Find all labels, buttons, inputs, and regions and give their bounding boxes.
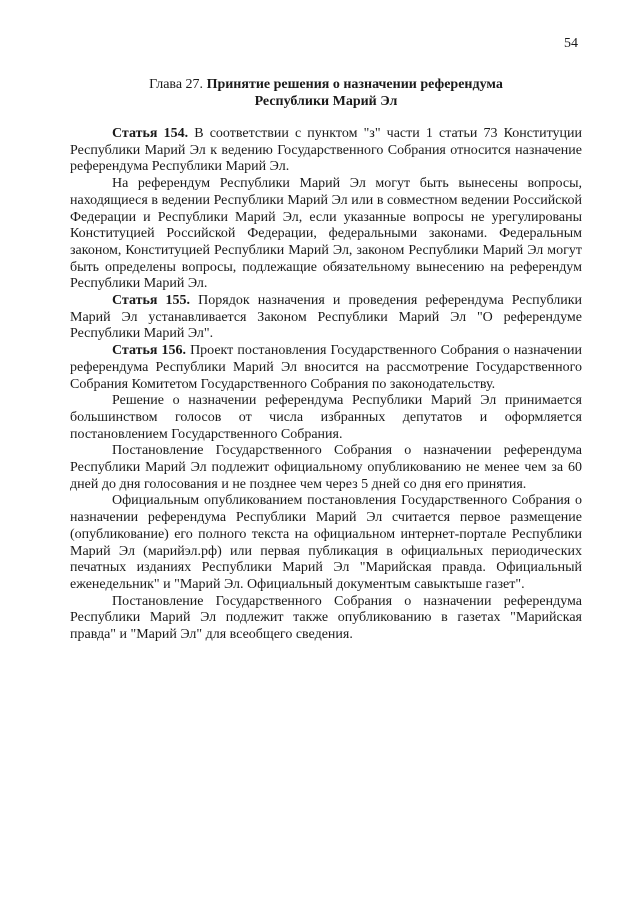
- paragraph-text: Проект постановления Государственного Собрания о назначении референдума Республики Марий Эл вносится на рассмотрение Государственного Собрания Комитетом Государственного Собрания по законодательству.: [70, 343, 582, 392]
- page-number: 54: [564, 36, 578, 51]
- article-number: Статья 156.: [112, 343, 187, 359]
- paragraph: [70, 594, 582, 644]
- paragraph-text: Постановление Государственного Собрания о назначении референдума Республики Марий Эл подлежит также опубликованию в газетах "Марийская правда" и "Марий Эл" для всеобщего сведения.: [70, 593, 582, 643]
- paragraph: [70, 393, 582, 443]
- paragraph-text: Официальным опубликованием постановления Государственного Собрания о назначении референдума Республики Марий Эл считается первое размещение (опубликование) его полного текста на официальном интернет-портале Республики Марий Эл (марийэл.рф) или первая публикация в официальных периодических печатных изданиях Республики Марий Эл "Марийская правда. Официальный еженедельник" и "Марий Эл. Официальный документым савыктыше газет".: [70, 493, 582, 592]
- paragraph-text: В соответствии с пунктом "з" части 1 статьи 73 Конституции Республики Марий Эл к ведению Государственного Собрания относится назначение референдума Республики Марий Эл.: [70, 126, 582, 175]
- article-number: Статья 154.: [112, 126, 189, 141]
- document-body: [70, 126, 582, 644]
- chapter-title-line1: Принятие решения о назначении референдума: [206, 77, 503, 92]
- paragraph: [70, 126, 582, 176]
- chapter-title: [70, 76, 582, 110]
- paragraph: [70, 343, 582, 393]
- paragraph-text: Постановление Государственного Собрания о назначении референдума Республики Марий Эл подлежит официальному опубликованию не менее чем за 60 дней до дня голосования и не позднее чем через 5 дней со дня его принятия.: [70, 443, 582, 492]
- paragraph: [70, 493, 582, 593]
- paragraph: [70, 443, 582, 493]
- paragraph: [70, 176, 582, 293]
- paragraph-text: Решение о назначении референдума Республики Марий Эл принимается большинством голосов от числа избранных депутатов и оформляется постановлением Государственного Собрания.: [70, 393, 582, 442]
- paragraph-text: На референдум Республики Марий Эл могут быть вынесены вопросы, находящиеся в ведении Республики Марий Эл или в совместном ведении Российской Федерации и Республики Марий Эл, если указанные вопросы не урегулированы Конституцией Российской Федерации, федеральными законами. Федеральным законом, Конституцией Республики Марий Эл, законом Республики Марий Эл могут быть определены вопросы, подлежащие обязательному вынесению на референдум Республики Марий Эл.: [70, 176, 582, 292]
- paragraph-text: Порядок назначения и проведения референдума Республики Марий Эл устанавливается Законом Республики Марий Эл "О референдуме Республики Марий Эл".: [70, 293, 582, 342]
- chapter-prefix: Глава 27.: [149, 77, 204, 92]
- article-number: Статья 155.: [112, 293, 191, 309]
- chapter-title-line2: Республики Марий Эл: [254, 94, 398, 109]
- paragraph: [70, 293, 582, 343]
